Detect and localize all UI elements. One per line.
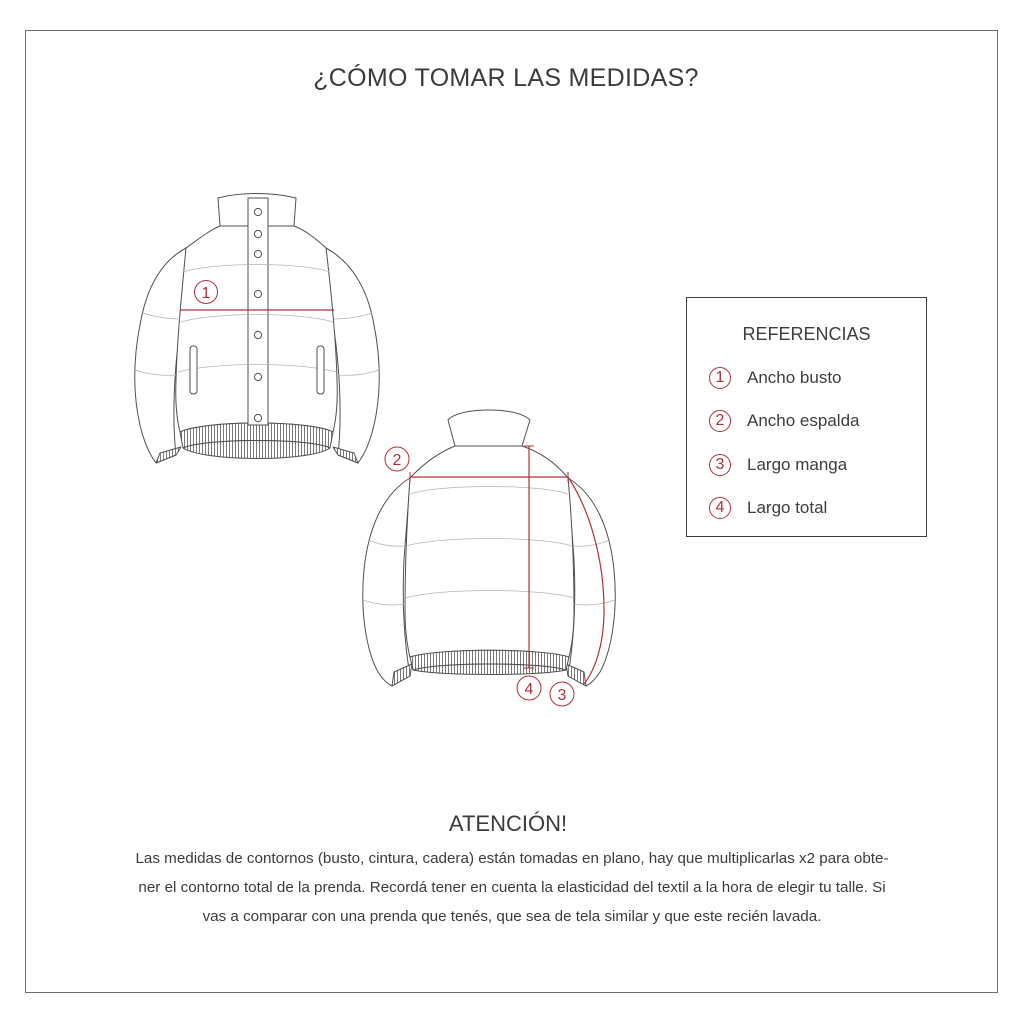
marker-2	[385, 447, 409, 471]
attention-text	[80, 844, 944, 931]
reference-number: 4	[709, 497, 731, 519]
snap-button	[254, 208, 261, 215]
svg-text:2: 2	[392, 452, 402, 469]
back-body	[405, 446, 574, 657]
marker-1	[195, 281, 218, 304]
snap-button	[254, 414, 261, 421]
back-right-sleeve	[568, 478, 615, 686]
front-jacket	[135, 194, 380, 464]
reference-label: Largo manga	[747, 455, 848, 474]
svg-text:1: 1	[201, 285, 211, 302]
snap-button	[254, 250, 261, 257]
attention-line: ner el contorno total de la prenda. Recordá tener en cuenta la elasticidad del textil a la hora de elegir tu talle. Si	[138, 879, 886, 896]
snap-button	[254, 290, 261, 297]
attention-line: Las medidas de contornos (busto, cintura, cadera) están tomadas en plano, hay que multiplicarlas x2 para obte-	[135, 850, 889, 867]
attention-line: vas a comparar con una prenda que tenés, que sea de tela similar y que este recién lavada.	[202, 908, 822, 925]
reference-number: 2	[709, 410, 731, 432]
reference-number: 3	[709, 454, 731, 476]
references-title: REFERENCIAS	[742, 324, 871, 344]
svg-text:3: 3	[557, 687, 567, 704]
attention-title: ATENCIÓN!	[448, 811, 568, 836]
references-box	[686, 297, 927, 537]
front-left-pocket	[190, 346, 197, 394]
reference-item	[709, 495, 827, 521]
snap-button	[254, 331, 261, 338]
marker-4	[517, 676, 541, 700]
reference-label: Ancho espalda	[747, 411, 860, 430]
reference-item	[709, 452, 847, 478]
front-right-pocket	[317, 346, 324, 394]
page-title: ¿CÓMO TOMAR LAS MEDIDAS?	[313, 64, 699, 92]
back-left-sleeve	[363, 478, 410, 686]
back-collar	[448, 410, 530, 446]
reference-number: 1	[709, 367, 731, 389]
svg-text:4: 4	[524, 681, 534, 698]
snap-button	[254, 373, 261, 380]
reference-label: Largo total	[747, 498, 828, 517]
snap-button	[254, 230, 261, 237]
reference-label: Ancho busto	[747, 368, 842, 387]
reference-item	[709, 408, 859, 434]
marker-3	[550, 682, 574, 706]
reference-item	[709, 365, 842, 391]
